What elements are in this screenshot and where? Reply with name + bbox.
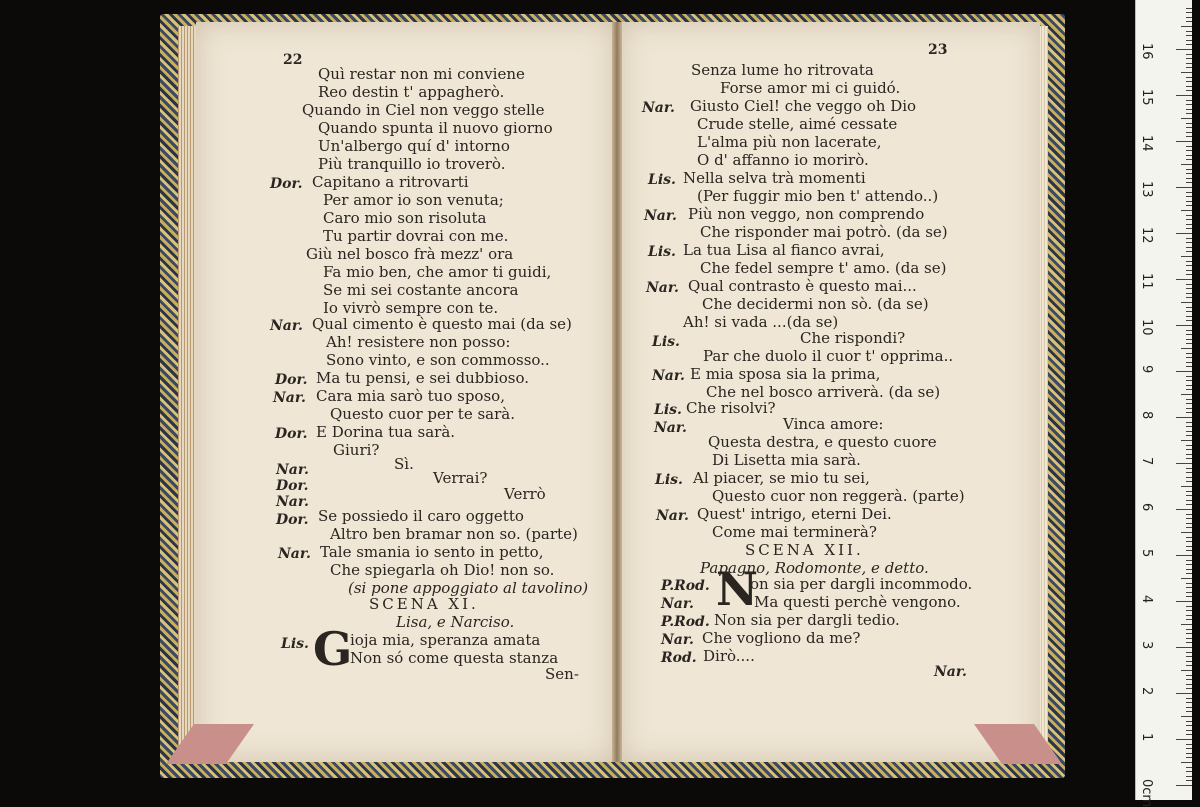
ruler-tick (1186, 284, 1192, 285)
text-line: E mia sposa sia la prima, (690, 365, 881, 383)
ruler-tick (1186, 711, 1192, 712)
ruler-tick (1186, 560, 1192, 561)
ruler-tick (1186, 656, 1192, 657)
ruler-tick (1186, 583, 1192, 584)
speaker-label: Dor. (270, 176, 303, 192)
ruler-tick (1186, 527, 1192, 528)
speaker-label: Dor. (275, 372, 308, 388)
scene-characters: Papagno, Rodomonte, e detto. (700, 559, 929, 577)
text-line: Questa destra, e questo cuore (708, 433, 937, 451)
ruler-tick (1186, 587, 1192, 588)
ruler-tick (1186, 109, 1192, 110)
ruler-tick (1186, 408, 1192, 409)
speaker-label: P.Rod. (661, 614, 710, 630)
ruler-number: 8 (1139, 411, 1154, 420)
ruler-number: 3 (1139, 641, 1154, 650)
text-line: Che risolvi? (686, 399, 776, 417)
text-line: Di Lisetta mia sarà. (712, 451, 861, 469)
measuring-ruler (1135, 0, 1192, 807)
text-line: Nella selva trà momenti (683, 169, 866, 187)
ruler-tick (1186, 652, 1192, 653)
ruler-tick (1186, 504, 1192, 505)
text-line: Non sia per dargli tedio. (714, 611, 900, 629)
ruler-tick (1181, 164, 1192, 165)
ruler-tick (1186, 334, 1192, 335)
drop-cap: G (313, 622, 353, 676)
ruler-tick (1181, 624, 1192, 625)
speaker-label: Nar. (661, 632, 694, 648)
ruler-number: 12 (1139, 227, 1154, 244)
ruler-tick (1186, 734, 1192, 735)
ruler-tick (1186, 610, 1192, 611)
ruler-tick (1186, 546, 1192, 547)
ruler-tick (1186, 242, 1192, 243)
ruler-tick (1186, 780, 1192, 781)
text-line: Un'albergo quí d' intorno (318, 137, 510, 155)
text-line: (Per fuggir mio ben t' attendo..) (697, 187, 939, 205)
speaker-label: Nar. (654, 420, 687, 436)
ruler-tick (1186, 730, 1192, 731)
ruler-tick (1186, 491, 1192, 492)
ruler-tick (1181, 348, 1192, 349)
text-line: Verrò (504, 485, 546, 503)
ruler-tick (1186, 385, 1192, 386)
ruler-tick (1186, 100, 1192, 101)
ruler-tick (1186, 67, 1192, 68)
text-line: Ah! resistere non posso: (326, 333, 511, 351)
ruler-tick (1186, 748, 1192, 749)
text-line: ioja mia, speranza amata (350, 631, 541, 649)
text-line: Non só come questa stanza (350, 649, 559, 667)
ruler-tick (1186, 541, 1192, 542)
ruler-tick (1186, 123, 1192, 124)
text-line: Quest' intrigo, eterni Dei. (697, 505, 892, 523)
ruler-tick (1186, 182, 1192, 183)
ruler-tick (1186, 481, 1192, 482)
ruler-tick (1186, 771, 1192, 772)
ruler-tick (1186, 113, 1192, 114)
speaker-label: Nar. (656, 508, 689, 524)
speaker-label: Lis. (648, 244, 676, 260)
text-line: Forse amor mi ci guidó. (720, 79, 901, 97)
ruler-tick (1186, 380, 1192, 381)
ruler-tick (1186, 661, 1192, 662)
ruler-tick (1186, 596, 1192, 597)
ruler-tick (1186, 173, 1192, 174)
speaker-label: Nar. (644, 208, 677, 224)
speaker-label: Nar. (278, 546, 311, 562)
text-line: Che vogliono da me? (702, 629, 861, 647)
text-line: Capitano a ritrovarti (312, 173, 469, 191)
ruler-tick (1186, 136, 1192, 137)
ruler-tick (1186, 40, 1192, 41)
ruler-tick (1186, 178, 1192, 179)
ruler-tick (1176, 509, 1192, 510)
ruler-tick (1186, 633, 1192, 634)
ruler-tick (1186, 77, 1192, 78)
text-line: Vinca amore: (783, 415, 884, 433)
ruler-tick (1186, 159, 1192, 160)
ruler-tick (1186, 357, 1192, 358)
ruler-number: 13 (1139, 181, 1154, 198)
ruler-tick (1186, 615, 1192, 616)
text-line: Come mai terminerà? (712, 523, 877, 541)
catchword: Nar. (934, 664, 967, 680)
catchword: Sen- (545, 665, 579, 683)
ruler-tick (1186, 288, 1192, 289)
ruler-tick (1186, 629, 1192, 630)
ruler-tick (1176, 739, 1192, 740)
text-line: Ma questi perchè vengono. (754, 593, 961, 611)
ruler-tick (1186, 477, 1192, 478)
stage-direction: (si pone appoggiato al tavolino) (348, 579, 589, 597)
text-line: Quì restar non mi conviene (318, 65, 525, 83)
ruler-tick (1186, 619, 1192, 620)
text-line: on sia per dargli incommodo. (750, 575, 973, 593)
book-gutter (612, 22, 622, 762)
ruler-number: 14 (1139, 135, 1154, 152)
speaker-label: Dor. (276, 478, 309, 494)
ruler-tick (1176, 371, 1192, 372)
speaker-label: Nar. (646, 280, 679, 296)
ruler-tick (1186, 573, 1192, 574)
ruler-tick (1186, 316, 1192, 317)
ruler-tick (1176, 463, 1192, 464)
ruler-number: 11 (1139, 273, 1154, 290)
ruler-tick (1186, 297, 1192, 298)
speaker-label: Nar. (276, 494, 309, 510)
ruler-tick (1186, 445, 1192, 446)
ruler-tick (1186, 675, 1192, 676)
ruler-number: 0cm (1139, 779, 1154, 807)
ruler-tick (1176, 141, 1192, 142)
ruler-tick (1181, 486, 1192, 487)
speaker-label: Nar. (276, 462, 309, 478)
text-line: Per amor io son venuta; (323, 191, 504, 209)
ruler-tick (1186, 21, 1192, 22)
ruler-tick (1186, 251, 1192, 252)
text-line: Sì. (394, 455, 414, 473)
text-line: Giusto Ciel! che veggo oh Dio (690, 97, 917, 115)
ruler-tick (1186, 698, 1192, 699)
ruler-tick (1186, 537, 1192, 538)
text-line: Sono vinto, e son commosso.. (326, 351, 550, 369)
text-line: Al piacer, se mio tu sei, (693, 469, 870, 487)
ruler-tick (1186, 721, 1192, 722)
ruler-tick (1186, 468, 1192, 469)
ruler-tick (1181, 210, 1192, 211)
ruler-tick (1186, 343, 1192, 344)
ruler-tick (1186, 219, 1192, 220)
ruler-tick (1186, 247, 1192, 248)
ruler-tick (1186, 514, 1192, 515)
ruler-tick (1186, 431, 1192, 432)
ruler-tick (1181, 670, 1192, 671)
text-line: Qual cimento è questo mai (da se) (312, 315, 572, 333)
text-line: La tua Lisa al fianco avrai, (683, 241, 885, 259)
ruler-tick (1186, 201, 1192, 202)
ruler-tick (1181, 440, 1192, 441)
ruler-tick (1186, 12, 1192, 13)
text-line: E Dorina tua sarà. (316, 423, 456, 441)
text-line: Senza lume ho ritrovata (691, 61, 874, 79)
text-line: Ah! si vada ...(da se) (683, 313, 839, 331)
ruler-tick (1186, 63, 1192, 64)
ruler-number: 15 (1139, 89, 1154, 106)
ruler-tick (1186, 725, 1192, 726)
text-line: Più non veggo, non comprendo (688, 205, 925, 223)
ruler-tick (1176, 325, 1192, 326)
speaker-label: Nar. (642, 100, 675, 116)
ruler-tick (1186, 458, 1192, 459)
text-line: Tale smania io sento in petto, (320, 543, 544, 561)
text-line: Fa mio ben, che amor ti guidi, (323, 263, 552, 281)
ruler-tick (1186, 426, 1192, 427)
scene-heading: SCENA XI. (369, 595, 479, 613)
ruler-number: 16 (1139, 43, 1154, 60)
text-line: Che rispondi? (800, 329, 906, 347)
ruler-tick (1186, 44, 1192, 45)
ruler-tick (1176, 785, 1192, 786)
ruler-tick (1186, 155, 1192, 156)
ruler-tick (1176, 601, 1192, 602)
ruler-tick (1186, 196, 1192, 197)
ruler-tick (1186, 454, 1192, 455)
text-line: Se possiedo il caro oggetto (318, 507, 524, 525)
ruler-tick (1176, 693, 1192, 694)
text-line: Dirò.... (703, 647, 755, 665)
speaker-label: Nar. (270, 318, 303, 334)
ruler-tick (1186, 707, 1192, 708)
scene-heading: SCENA XII. (745, 541, 864, 559)
speaker-label: Lis. (648, 172, 676, 188)
ruler-tick (1186, 422, 1192, 423)
ruler-tick (1186, 753, 1192, 754)
ruler-tick (1186, 679, 1192, 680)
ruler-tick (1186, 339, 1192, 340)
ruler-tick (1186, 606, 1192, 607)
ruler-tick (1186, 307, 1192, 308)
ruler-number: 7 (1139, 457, 1154, 466)
ruler-tick (1186, 569, 1192, 570)
ruler-number: 4 (1139, 595, 1154, 604)
ruler-tick (1186, 90, 1192, 91)
ruler-tick (1186, 757, 1192, 758)
ruler-number: 1 (1139, 733, 1154, 742)
ruler-tick (1186, 169, 1192, 170)
ruler-tick (1186, 320, 1192, 321)
ruler-tick (1186, 8, 1192, 9)
speaker-label: Lis. (654, 402, 682, 418)
ruler-tick (1186, 81, 1192, 82)
ruler-tick (1186, 205, 1192, 206)
ruler-number: 6 (1139, 503, 1154, 512)
ruler-tick (1181, 72, 1192, 73)
ruler-tick (1186, 767, 1192, 768)
ruler-tick (1186, 261, 1192, 262)
ruler-tick (1186, 54, 1192, 55)
ruler-tick (1181, 532, 1192, 533)
speaker-label: Dor. (275, 426, 308, 442)
text-line: Crude stelle, aimé cessate (697, 115, 898, 133)
ruler-tick (1186, 495, 1192, 496)
ruler-tick (1186, 376, 1192, 377)
ruler-tick (1186, 192, 1192, 193)
speaker-label: Lis. (652, 334, 680, 350)
speaker-label: P.Rod. (661, 578, 710, 594)
text-line: Questo cuor per te sarà. (330, 405, 516, 423)
ruler-tick (1186, 238, 1192, 239)
text-line: Caro mio son risoluta (323, 209, 487, 227)
left-page-edges (178, 26, 198, 762)
ruler-tick (1186, 403, 1192, 404)
text-line: Quando in Ciel non veggo stelle (302, 101, 545, 119)
ruler-tick (1186, 776, 1192, 777)
text-line: Se mi sei costante ancora (323, 281, 519, 299)
text-line: Questo cuor non reggerà. (parte) (712, 487, 965, 505)
ruler-tick (1186, 472, 1192, 473)
text-line: Più tranquillo io troverò. (318, 155, 506, 173)
speaker-label: Nar. (652, 368, 685, 384)
ruler-tick (1181, 26, 1192, 27)
text-line: O d' affanno io morirò. (697, 151, 869, 169)
ruler-tick (1186, 518, 1192, 519)
ruler-tick (1186, 293, 1192, 294)
text-line: Verrai? (433, 469, 488, 487)
ruler-tick (1186, 330, 1192, 331)
ruler-tick (1181, 256, 1192, 257)
ruler-tick (1186, 665, 1192, 666)
ruler-tick (1186, 35, 1192, 36)
ruler-tick (1176, 187, 1192, 188)
text-line: L'alma più non lacerate, (697, 133, 882, 151)
ruler-tick (1186, 412, 1192, 413)
ruler-tick (1186, 449, 1192, 450)
ruler-tick (1186, 127, 1192, 128)
ruler-tick (1181, 716, 1192, 717)
ruler-tick (1186, 274, 1192, 275)
speaker-label: Nar. (661, 596, 694, 612)
speaker-label: Lis. (655, 472, 683, 488)
speaker-label: Rod. (661, 650, 697, 666)
ruler-tick (1186, 638, 1192, 639)
page-number-right: 23 (928, 42, 948, 58)
ruler-tick (1186, 31, 1192, 32)
text-line: Giù nel bosco frà mezz' ora (306, 245, 514, 263)
ruler-tick (1186, 270, 1192, 271)
ruler-tick (1186, 366, 1192, 367)
page-number-left: 22 (283, 52, 303, 68)
ruler-tick (1181, 302, 1192, 303)
ruler-tick (1186, 684, 1192, 685)
text-line: Io vivrò sempre con te. (323, 299, 499, 317)
ruler-tick (1181, 118, 1192, 119)
ruler-tick (1186, 224, 1192, 225)
ruler-tick (1186, 58, 1192, 59)
ruler-number: 9 (1139, 365, 1154, 374)
ruler-tick (1181, 762, 1192, 763)
text-line: Giuri? (333, 441, 380, 459)
ruler-tick (1186, 362, 1192, 363)
speaker-label: Nar. (273, 390, 306, 406)
ruler-tick (1186, 353, 1192, 354)
text-line: Tu partir dovrai con me. (323, 227, 509, 245)
ruler-number: 10 (1139, 319, 1154, 336)
ruler-tick (1186, 104, 1192, 105)
ruler-tick (1181, 578, 1192, 579)
text-line: Reo destin t' appagherò. (318, 83, 505, 101)
ruler-tick (1176, 233, 1192, 234)
ruler-tick (1186, 744, 1192, 745)
ruler-tick (1186, 311, 1192, 312)
ruler-tick (1186, 702, 1192, 703)
text-line: Qual contrasto è questo mai... (688, 277, 917, 295)
text-line: Ma tu pensi, e sei dubbioso. (316, 369, 530, 387)
ruler-tick (1176, 647, 1192, 648)
speaker-label: Lis. (281, 636, 309, 652)
text-line: Che nel bosco arriverà. (da se) (706, 383, 941, 401)
ruler-tick (1176, 417, 1192, 418)
ruler-number: 5 (1139, 549, 1154, 558)
ruler-tick (1176, 95, 1192, 96)
scene-characters: Lisa, e Narciso. (396, 613, 515, 631)
ruler-tick (1186, 146, 1192, 147)
ruler-tick (1186, 550, 1192, 551)
ruler-tick (1186, 399, 1192, 400)
speaker-label: Dor. (276, 512, 309, 528)
ruler-tick (1186, 523, 1192, 524)
text-line: Quando spunta il nuovo giorno (318, 119, 553, 137)
ruler-tick (1186, 642, 1192, 643)
text-line: Cara mia sarò tuo sposo, (316, 387, 505, 405)
ruler-tick (1186, 86, 1192, 87)
ruler-tick (1186, 500, 1192, 501)
ruler-tick (1176, 49, 1192, 50)
ruler-tick (1186, 435, 1192, 436)
text-line: Che fedel sempre t' amo. (da se) (700, 259, 947, 277)
drop-cap: N (716, 562, 759, 616)
ruler-number: 2 (1139, 687, 1154, 696)
ruler-tick (1176, 555, 1192, 556)
ruler-tick (1176, 279, 1192, 280)
ruler-tick (1186, 688, 1192, 689)
ruler-tick (1186, 228, 1192, 229)
ruler-tick (1186, 17, 1192, 18)
text-line: Che decidermi non sò. (da se) (702, 295, 929, 313)
ruler-tick (1186, 564, 1192, 565)
ruler-tick (1181, 394, 1192, 395)
ruler-tick (1186, 132, 1192, 133)
text-line: Che spiegarla oh Dio! non so. (330, 561, 555, 579)
text-line: Altro ben bramar non so. (parte) (330, 525, 578, 543)
ruler-tick (1186, 389, 1192, 390)
ruler-tick (1186, 265, 1192, 266)
text-line: Par che duolo il cuor t' opprima.. (703, 347, 954, 365)
ruler-tick (1186, 215, 1192, 216)
ruler-tick (1186, 592, 1192, 593)
text-line: Che risponder mai potrò. (da se) (700, 223, 948, 241)
ruler-tick (1186, 150, 1192, 151)
